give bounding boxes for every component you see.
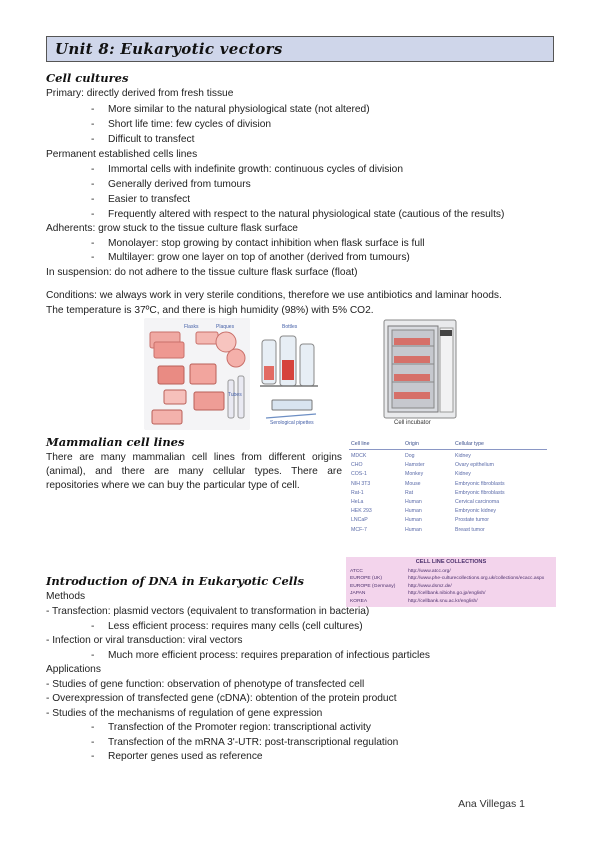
list-item: Less efficient process: requires many cells (cell cultures) — [108, 621, 363, 632]
list-item: Much more efficient process: requires preparation of infectious particles — [108, 650, 431, 661]
table-cell: COS-1 — [351, 471, 367, 478]
table-cell: HEK 293 — [351, 508, 372, 515]
page-footer: Ana Villegas 1 — [458, 798, 525, 810]
table-cell: Human — [405, 499, 422, 505]
list-item: Monolayer: stop growing by contact inhibition when flask surface is full — [108, 238, 425, 249]
conditions-line-2: The temperature is 37ºC, and there is high humidity (98%) with 5% CO2. — [46, 305, 374, 316]
table-cell: CHO — [351, 462, 363, 469]
collection-link[interactable]: http://cellbank.snu.ac.kr/english/ — [408, 598, 478, 604]
cell-line-table — [349, 440, 547, 558]
table-header: Cell line Origin Cellular type — [351, 441, 484, 447]
list-item: Frequently altered with respect to the natural physiological state (cautious of the results) — [108, 209, 505, 220]
list-item: Easier to transfect — [108, 194, 191, 205]
collections-title: CELL LINE COLLECTIONS — [415, 559, 487, 565]
list-item: Immortal cells with indefinite growth: continuous cycles of division — [108, 164, 403, 175]
application-1: - Studies of gene function: observation of phenotype of transfected cell — [46, 679, 365, 690]
conditions-line-1: Conditions: we always work in very sterile conditions, therefore we use antibiotics and laminar hoods. — [46, 290, 502, 301]
applications-line: Applications — [46, 664, 101, 675]
collection-link[interactable]: http://www.dsmz.de/ — [408, 583, 452, 589]
incubator-illustration — [380, 318, 462, 430]
table-row — [349, 507, 547, 515]
lab-equipment-photos — [144, 318, 461, 430]
application-3: - Studies of the mechanisms of regulation of gene expression — [46, 708, 323, 719]
collection-region: JAPAN — [350, 591, 366, 597]
list-item: Difficult to transfect — [108, 134, 195, 145]
list-item: Transfection of the Promoter region: transcriptional activity — [108, 722, 371, 733]
heading-mammalian: Mammalian cell lines — [46, 435, 185, 449]
table-cell: Human — [405, 526, 422, 533]
adherents-line: Adherents: grow stuck to the tissue culture flask surface — [46, 223, 298, 234]
collection-link[interactable]: http://www.phe-culturecollections.org.uk/collections/ecacc.aspx — [408, 576, 545, 582]
table-cell: LNCaP — [351, 517, 368, 524]
mammalian-paragraph: There are many mammalian cell lines from different origins (animal), and there are many cellular types. There are repositories where we can buy the particular type of cell. — [46, 452, 342, 491]
pipettes-label: Serological pipettes — [270, 420, 314, 426]
heading-cell-cultures: Cell cultures — [46, 71, 129, 85]
heading-introduction: Introduction of DNA in Eukaryotic Cells — [46, 574, 304, 588]
table-cell: MDCK — [351, 453, 367, 459]
bottles-label: Bottles — [282, 324, 298, 330]
transfection-line: - Transfection: plasmid vectors (equivalent to transformation in bacteria) — [46, 606, 370, 617]
incubator-caption: Cell incubator — [394, 420, 431, 426]
table-cell: Rat — [405, 489, 414, 496]
table-cell: Human — [405, 517, 422, 524]
primary-line: Primary: directly derived from fresh tissue — [46, 88, 234, 99]
table-cell: Mouse — [405, 480, 421, 487]
table-row — [349, 516, 547, 524]
plaques-label: Plaques — [216, 324, 235, 330]
table-cell: Human — [405, 508, 422, 515]
collection-row — [350, 590, 486, 597]
table-cell: NIH 3T3 — [351, 480, 371, 487]
list-item: Transfection of the mRNA 3'-UTR: post-transcriptional regulation — [108, 737, 399, 748]
table-cell: Prostate tumor — [455, 517, 490, 524]
collection-region: EUROPE (Germany) — [350, 583, 396, 589]
table-cell: Kidney — [455, 453, 471, 459]
table-row — [349, 461, 547, 469]
list-item: Multilayer: grow one layer on top of another (derived from tumours) — [108, 252, 410, 263]
list-item: More similar to the natural physiological state (not altered) — [108, 104, 370, 115]
table-row — [349, 498, 547, 506]
collection-region: ATCC — [350, 569, 363, 574]
cell-line-collections — [346, 557, 556, 607]
flasks-label: Flasks — [184, 324, 199, 330]
table-cell: Monkey — [405, 471, 424, 478]
list-item: Reporter genes used as reference — [108, 751, 263, 762]
table-cell: Breast tumor — [455, 526, 485, 533]
bottles-pipettes-image — [252, 320, 327, 428]
culture-plasticware-image — [144, 318, 250, 430]
application-2: - Overexpression of transfected gene (cDNA): obtention of the protein product — [46, 693, 397, 704]
list-item: Generally derived from tumours — [108, 179, 251, 190]
collection-row — [350, 568, 451, 575]
table-row — [349, 470, 547, 478]
page-title: Unit 8: Eukaryotic vectors — [55, 40, 283, 58]
collection-link[interactable]: http://cellbank.nibiohn.go.jp/english/ — [408, 591, 486, 597]
table-cell: HeLa — [351, 499, 364, 505]
table-cell: Embryonic kidney — [455, 508, 496, 515]
table-cell: MCF-7 — [351, 526, 367, 533]
infection-line: - Infection or viral transduction: viral vectors — [46, 635, 243, 646]
table-cell: Kidney — [455, 471, 471, 478]
table-cell: Embryonic fibroblasts — [455, 480, 505, 487]
bottles-illustration — [252, 320, 327, 428]
table-row — [349, 526, 547, 534]
table-cell: Hamster — [405, 462, 425, 469]
methods-line: Methods — [46, 591, 86, 602]
title-banner — [46, 36, 554, 62]
list-item: Short life time: few cycles of division — [108, 119, 272, 130]
collection-row — [350, 583, 452, 590]
collection-row — [350, 575, 545, 582]
collection-region: EUROPE (UK) — [350, 576, 383, 582]
collection-row — [350, 598, 478, 605]
table-cell: Ovary epithelium — [455, 462, 494, 469]
table-row — [349, 480, 547, 488]
table-row — [349, 452, 547, 460]
table-cell: Dog — [405, 453, 415, 459]
table-cell: Embryonic fibroblasts — [455, 489, 505, 496]
table-row — [349, 489, 547, 497]
plasticware-illustration — [144, 318, 250, 430]
table-cell: Cervical carcinoma — [455, 499, 500, 505]
collection-region: KOREA — [350, 598, 368, 604]
permanent-line: Permanent established cells lines — [46, 149, 198, 160]
cell-incubator-image — [380, 318, 462, 430]
collection-link[interactable]: http://www.atcc.org/ — [408, 569, 451, 574]
suspension-line: In suspension: do not adhere to the tissue culture flask surface (float) — [46, 267, 358, 278]
tubes-label: Tubes — [228, 392, 242, 398]
table-cell: Rat-1 — [351, 489, 364, 496]
